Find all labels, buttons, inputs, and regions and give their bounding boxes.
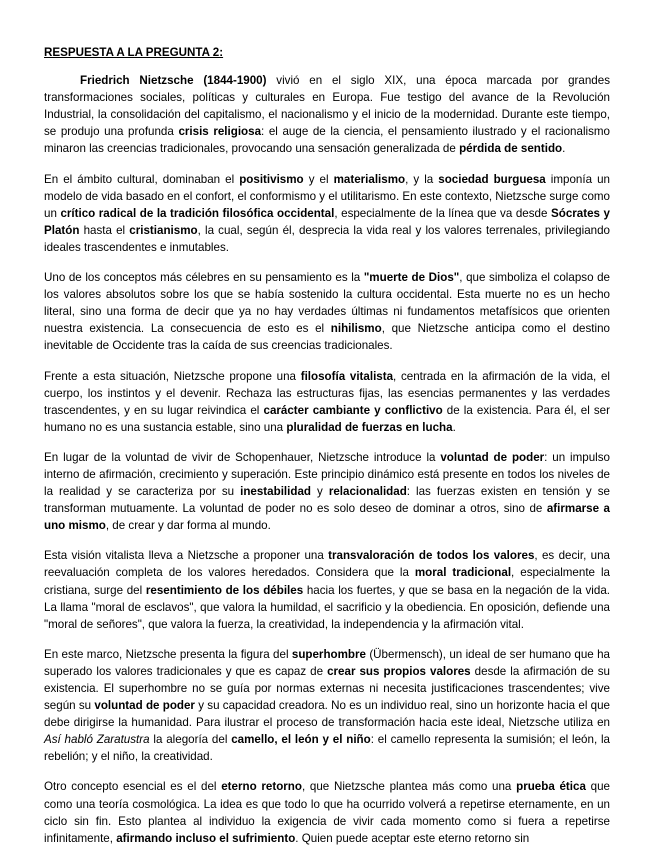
paragraph: [44, 269, 610, 354]
text-run: . Quien puede aceptar este eterno retorno sin: [295, 831, 530, 845]
answer-heading: RESPUESTA A LA PREGUNTA 2:: [44, 46, 224, 59]
bold-text: filosofía vitalista: [300, 369, 394, 383]
bold-text: superhombre: [291, 647, 366, 661]
text-run: hacia los fuertes, y que se basa en la negación de la vida. La llama "moral de esclavos", que valora la humildad, el sacrificio y la obediencia. En oposición, defiende una "moral de señores", que valora la fuerza, la creatividad, la independencia y la afirmación vital.: [44, 583, 610, 631]
text-run: , especialmente de la línea que va desde: [334, 206, 551, 220]
bold-text: Friedrich Nietzsche (1844-1900): [80, 74, 267, 88]
bold-text: camello, el león y el niño: [231, 733, 371, 747]
bold-text: carácter cambiante y conflictivo: [263, 403, 443, 417]
bold-text: afirmarse a uno mismo: [44, 502, 610, 533]
bold-text: crear sus propios valores: [327, 664, 471, 678]
bold-text: crítico radical de la tradición filosófica occidental: [60, 206, 335, 220]
bold-text: pluralidad de fuerzas en lucha: [286, 420, 453, 434]
document-body: [44, 72, 610, 847]
bold-text: nihilismo: [330, 322, 382, 336]
bold-text: afirmando incluso el sufrimiento: [116, 831, 296, 845]
text-run: , es decir, una reevaluación completa de los valores heredados. Considera que la: [44, 549, 610, 580]
text-run: : el auge de la ciencia, el pensamiento ilustrado y el racionalismo minaron las creencias tradicionales, provocando una sensación generalizada de: [44, 125, 611, 156]
bold-text: "muerte de Dios": [363, 271, 460, 285]
text-run: , que Nietzsche plantea más como una: [301, 780, 517, 794]
text-run: hasta el: [79, 223, 130, 237]
paragraph: [44, 171, 610, 256]
paragraph: [44, 368, 610, 436]
bold-text: cristianismo: [129, 223, 198, 237]
text-run: y el: [303, 172, 334, 186]
paragraph: [44, 547, 610, 632]
text-run: vivió en el siglo XIX, una época marcada por grandes transformaciones sociales, políticas y culturales en Europa. Fue testigo del avance de la Revolución Industrial, la consolidación del capitalismo, el nacionalismo y el inicio de la modernidad. Durante este tiempo, se produjo una profunda: [44, 74, 610, 139]
bold-text: pérdida de sentido: [459, 142, 563, 156]
text-run: Frente a esta situación, Nietzsche propone una: [44, 369, 301, 383]
text-run: imponía un modelo de vida basado en el confort, el conformismo y el utilitarismo. En este contexto, Nietzsche surge como un: [44, 172, 610, 220]
bold-text: Sócrates y Platón: [44, 206, 610, 237]
text-run: En el ámbito cultural, dominaban el: [44, 172, 240, 186]
bold-text: moral tradicional: [414, 566, 512, 580]
text-run: En lugar de la voluntad de vivir de Schopenhauer, Nietzsche introduce la: [44, 450, 441, 464]
text-run: En este marco, Nietzsche presenta la figura del: [44, 647, 292, 661]
text-run: Otro concepto esencial es el del: [44, 780, 222, 794]
text-run: desde la afirmación de su existencia. El superhombre no se guía por normas externas ni necesita justificaciones trascendentes; vive según su: [44, 664, 611, 713]
text-run: , y la: [405, 172, 439, 186]
bold-text: sociedad burguesa: [438, 172, 546, 186]
text-run: : las fuerzas existen en tensión y se transforman mutuamente. La voluntad de poder no es solo deseo de dominar a otros, sino de: [44, 485, 610, 516]
text-run: (Übermensch), un ideal de ser humano que ha superado los valores tradicionales y que es capaz de: [44, 647, 610, 678]
text-run: .: [452, 420, 456, 434]
bold-text: voluntad de poder: [440, 450, 545, 464]
paragraph: [44, 449, 610, 534]
text-run: : un impulso interno de afirmación, crecimiento y superación. Este principio dinámico está presente en todos los niveles de la realidad y se caracteriza por su: [44, 450, 611, 499]
text-run: y: [310, 485, 329, 499]
text-run: de la existencia. Para él, el ser humano no es una sustancia estable, sino una: [44, 403, 610, 434]
bold-text: prueba ética: [516, 780, 586, 794]
paragraph: [44, 72, 610, 157]
paragraph: [44, 646, 610, 766]
bold-text: relacionalidad: [328, 485, 407, 499]
bold-text: materialismo: [333, 172, 406, 186]
bold-text: transvaloración de todos los valores: [328, 549, 535, 563]
bold-text: resentimiento de los débiles: [145, 583, 304, 597]
text-run: , que Nietzsche anticipa como el destino inevitable de Occidente tras la caída de sus creencias tradicionales.: [44, 322, 610, 353]
text-run: y su capacidad creadora. No es un individuo real, sino un horizonte hacia el que debe dirigirse la humanidad. Para ilustrar el proceso de transformación hacia este ideal, Nietzsche utiliza en: [44, 699, 611, 730]
text-run: que como una teoría cosmológica. La idea es que todo lo que ha ocurrido volverá a repetirse eternamente, en un ciclo sin fin. Esto plantea al individuo la exigencia de vivir cada momento como si fuera a repetirse infinitamente,: [44, 780, 610, 845]
text-run: , que simboliza el colapso de los valores absolutos sobre los que se había sostenido la cultura occidental. Esta muerte no es un hecho literal, sino una forma de decir que ya no hay verdades últimas ni fundamentos metafísicos que orienten nuestra existencia. La consecuencia de esto es el: [44, 271, 610, 336]
bold-text: eterno retorno: [221, 780, 302, 794]
text-run: .: [562, 142, 566, 156]
text-run: Uno de los conceptos más célebres en su pensamiento es la: [44, 271, 364, 285]
bold-text: inestabilidad: [240, 485, 311, 499]
text-run: , de crear y dar forma al mundo.: [105, 519, 271, 533]
text-run: la alegoría del: [149, 733, 232, 747]
text-run: , centrada en la afirmación de la vida, el cuerpo, los instintos y el devenir. Rechaza las estructuras fijas, las esencias permanentes y las verdades trascendentes, y en su lugar reivindica el: [44, 369, 610, 417]
paragraph: [44, 778, 610, 846]
bold-text: voluntad de poder: [94, 699, 195, 713]
bold-text: positivismo: [239, 172, 304, 186]
text-run: , especialmente la cristiana, surge del: [44, 566, 610, 597]
bold-text: crisis religiosa: [178, 125, 262, 139]
text-run: Esta visión vitalista lleva a Nietzsche a proponer una: [44, 549, 329, 563]
document-page: [44, 44, 610, 860]
text-run: , la cual, según él, desprecia la vida real y los valores terrenales, privilegiando ideales trascendentes e inmutables.: [44, 223, 610, 254]
italic-text: Así habló Zaratustra: [44, 733, 150, 747]
text-run: : el camello representa la sumisión; el león, la rebelión; y el niño, la creatividad.: [44, 733, 610, 764]
